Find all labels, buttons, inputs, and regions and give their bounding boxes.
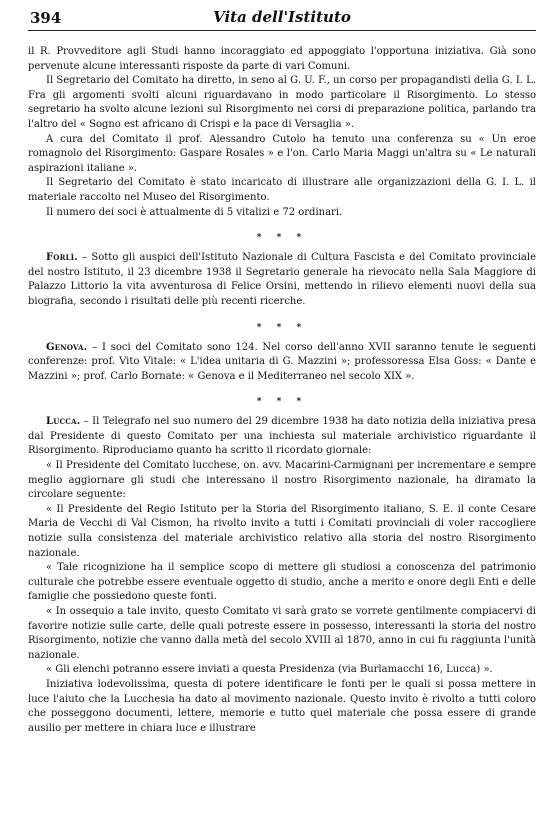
section-place: Forlì. — [46, 252, 78, 264]
section-place: Lucca. — [46, 416, 81, 428]
paragraph: A cura del Comitato il prof. Alessandro Cutolo ha tenuto una conferenza su « Un eroe romagnolo del Risorgimento: Gaspare Rosales » e l'on. Carlo Maria Maggi un'altra su « Le naturali aspirazioni italiane ». — [28, 133, 536, 174]
paragraph: « In ossequio a tale invito, questo Comitato vi sarà grato se vorrete gentilmente compiacervi di favorire notizie sulle carte, delle quali potreste essere in possesso, interessanti la storia del nostro Risorgimento, notizie che vanno dalla metà del secolo XVIII al 1870, anno in cui fu raggiunta l'unità nazionale. — [28, 606, 536, 661]
section-text: – I soci del Comitato sono 124. Nel corso dell'anno XVII saranno tenute le seguenti conferenze: prof. Vito Vitale: « L'idea unitaria di G. Mazzini »; professoressa Elsa Goss: « Dante e Mazzini »; prof. Carlo Bornate: « Genova e il Mediterraneo nel secolo XIX ». — [28, 341, 536, 382]
paragraph: « Tale ricognizione ha il semplice scopo di mettere gli studiosi a conoscenza del patrimonio culturale che potrebbe essere eventuale oggetto di studio, anche a merito e onore degli Enti e delle famiglie che possiedono queste fonti. — [28, 562, 536, 603]
paragraph: Iniziativa lodevolissima, questa di potere identificare le fonti per le quali si possa mettere in luce l'aiuto che la Lucchesia ha dato al movimento nazionale. Questo invito è rivolto a tutti coloro che posseggono documenti, lettere, memorie e tutto quel materiale che possa essere di grande ausilio per mettere in chiara luce e illustrare — [28, 678, 536, 734]
page-header — [28, 8, 536, 31]
paragraph: Il Segretario del Comitato è stato incaricato di illustrare alle organizzazioni della G. I. L. il materiale raccolto nel Museo del Risorgimento. — [28, 177, 536, 203]
section-separator: * * * — [256, 322, 308, 333]
running-head: Vita dell'Istituto — [213, 8, 351, 26]
section-genova — [28, 341, 536, 385]
section-separator: * * * — [256, 233, 308, 244]
paragraph: Il Segretario del Comitato ha diretto, in seno al G. U. F., un corso per propagandisti della G. I. L. Fra gli argomenti svolti alcuni riguardavano in modo particolare il Risorgimento. Lo stesso segretario ha svolto alcune lezioni sul Risorgimento nei corsi di preparazione politica, parlando tra l'altro del « Sogno est africano di Crispi e la pace di Versaglia ». — [28, 75, 536, 130]
section-place: Genova. — [46, 341, 88, 353]
paragraph: « Gli elenchi potranno essere inviati a questa Presidenza (via Burlamacchi 16, Lucca) ». — [46, 664, 493, 676]
paragraph: il R. Provveditore agli Studi hanno incoraggiato ed appoggiato l'opportuna iniziativa. Già sono pervenute alcune interessanti risposte da parte di vari Comuni. — [28, 46, 536, 72]
paragraph: « Il Presidente del Comitato lucchese, on. avv. Macarini-Carmignani per incrementare e sempre meglio aggiornare gli studi che interessano il nostro Risorgimento nazionale, ha diramato la circolare seguente: — [28, 460, 536, 501]
section-separator: * * * — [256, 397, 308, 408]
paragraph: Il numero dei soci è attualmente di 5 vitalizi e 72 ordinari. — [46, 206, 343, 218]
paragraph: « Il Presidente del Regio Istituto per la Storia del Risorgimento italiano, S. E. il conte Cesare Maria de Vecchi di Val Cismon, ha rivolto invito a tutti i Comitati provinciali di voler raccogliere notizie sulla consistenza del materiale archivistico relativo alla storia del nostro Risorgimento nazionale. — [28, 503, 536, 559]
section-text: – Sotto gli auspici dell'Istituto Nazionale di Cultura Fascista e del Comitato provinciale del nostro Istituto, il 23 dicembre 1938 il Segretario generale ha rievocato nella Sala Maggiore di Palazzo Littorio la vita avventurosa di Felice Orsini, mettendo in rilievo elementi nuovi della sua biografia, secondo i risultati delle più recenti ricerche. — [28, 252, 536, 307]
section-lucca — [28, 415, 536, 459]
section-text: – Il Telegrafo nel suo numero del 29 dicembre 1938 ha dato notizia della iniziativa presa dal Presidente di questo Comitato per una inchiesta sul materiale archivistico riguardante il Risorgimento. Riproduciamo quanto ha scritto il ricordato giornale: — [28, 416, 536, 457]
section-forli — [28, 251, 536, 309]
page-number: 394 — [30, 9, 62, 27]
